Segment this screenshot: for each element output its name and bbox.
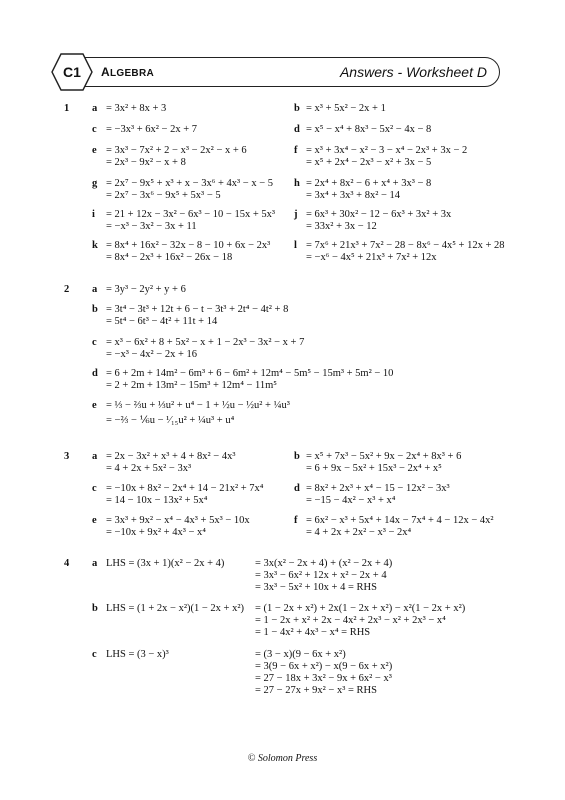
answer-line: = 6x³ + 30x² − 12 − 6x³ + 3x² + 3x: [306, 209, 452, 220]
answer-line: = 21 + 12x − 3x² − 6x³ − 10 − 15x + 5x³: [106, 209, 276, 220]
question-number: 4: [64, 558, 70, 569]
answer-line: = 27 − 27x + 9x² − x³ = RHS: [255, 685, 377, 696]
lhs-expression: LHS = (3x + 1)(x² − 2x + 4): [106, 558, 225, 569]
answer-line: = 3y³ − 2y² + y + 6: [106, 284, 186, 295]
part-label: j: [294, 209, 298, 220]
part-label: b: [294, 451, 300, 462]
answer-line: = 1 − 4x² + 4x³ − x⁴ = RHS: [255, 627, 371, 638]
answer-line: = 4 + 2x + 2x² − x³ − 2x⁴: [306, 527, 412, 538]
answer-line: = ⅓ − ⅔u + ⅓u² + u⁴ − 1 + ½u − ½u² + ¼u³: [106, 400, 290, 411]
answer-line: = x³ + 5x² − 2x + 1: [306, 103, 386, 114]
topic-title: ALGEBRA: [101, 65, 154, 79]
answer-line: = 3x³ + 9x² − x⁴ − 4x³ + 5x³ − 10x: [106, 515, 250, 526]
question-number: 3: [64, 451, 70, 462]
part-label: e: [92, 145, 97, 156]
answer-line: = 3x² + 8x + 3: [106, 103, 167, 114]
answer-line: = 2x⁴ + 8x² − 6 + x⁴ + 3x³ − 8: [306, 178, 432, 189]
answer-line: = x⁵ − x⁴ + 8x³ − 5x² − 4x − 8: [306, 124, 432, 135]
part-label: b: [294, 103, 300, 114]
part-label: c: [92, 124, 97, 135]
answer-line: = 3x³ − 6x² + 12x + x² − 2x + 4: [255, 570, 387, 581]
lhs-expression: LHS = (1 + 2x − x²)(1 − 2x + x²): [106, 603, 244, 614]
sheet-title: Answers - Worksheet D: [339, 64, 487, 80]
part-label: l: [294, 240, 297, 251]
part-label: c: [92, 337, 97, 348]
part-label: h: [294, 178, 300, 189]
answer-line: = −3x³ + 6x² − 2x + 7: [106, 124, 198, 135]
answer-line: = 4 + 2x + 5x² − 3x³: [106, 463, 192, 474]
answer-line: = −10x + 9x² + 4x³ − x⁴: [106, 527, 206, 538]
part-label: d: [92, 368, 98, 379]
answer-line: = 2x⁷ − 3x⁶ − 9x⁵ + 5x³ − 5: [106, 190, 221, 201]
answer-line: = 8x⁴ + 16x² − 32x − 8 − 10 + 6x − 2x³: [106, 240, 271, 251]
part-label: e: [92, 515, 97, 526]
question-number: 1: [64, 103, 70, 114]
answer-line: = 6x² − x³ + 5x⁴ + 14x − 7x⁴ + 4 − 12x − 4x²: [306, 515, 494, 526]
answer-line: = −x³ − 4x² − 2x + 16: [106, 349, 198, 360]
part-label: k: [92, 240, 98, 251]
answer-line: = 8x⁴ − 2x³ + 16x² − 26x − 18: [106, 252, 233, 263]
answer-line: = 2x⁷ − 9x⁵ + x³ + x − 3x⁶ + 4x³ − x − 5: [106, 178, 274, 189]
answer-line: = 8x² + 2x³ + x⁴ − 15 − 12x² − 3x³: [306, 483, 450, 494]
part-label: d: [294, 124, 300, 135]
part-label: f: [294, 515, 298, 526]
answer-line: = 1 − 2x + x² + 2x − 4x² + 2x³ − x² + 2x³ − x⁴: [255, 615, 446, 626]
answer-line: = 27 − 18x + 3x² − 9x + 6x² − x³: [255, 673, 392, 684]
answer-line: = 14 − 10x − 13x² + 5x⁴: [106, 495, 208, 506]
question-number: 2: [64, 284, 70, 295]
answer-line: = −10x + 8x² − 2x⁴ + 14 − 21x² + 7x⁴: [106, 483, 264, 494]
answer-line: = 3x⁴ + 3x³ + 8x² − 14: [306, 190, 401, 201]
answer-line: = 3x³ − 7x² + 2 − x³ − 2x² − x + 6: [106, 145, 247, 156]
part-label: b: [92, 304, 98, 315]
answer-line: = 3(9 − 6x + x²) − x(9 − 6x + x²): [255, 661, 393, 672]
answer-line: = 7x⁶ + 21x³ + 7x² − 28 − 8x⁶ − 4x⁵ + 12x + 28: [306, 240, 505, 251]
answer-line: = −⅔ − ⅙u − ¹⁄₁₅u² + ¼u³ + u⁴: [106, 415, 235, 426]
answer-line: = x⁵ + 7x³ − 5x² + 9x − 2x⁴ + 8x³ + 6: [306, 451, 462, 462]
answer-line: = 3x(x² − 2x + 4) + (x² − 2x + 4): [255, 558, 393, 569]
part-label: c: [92, 649, 97, 660]
part-label: d: [294, 483, 300, 494]
part-label: c: [92, 483, 97, 494]
lhs-expression: LHS = (3 − x)³: [106, 649, 169, 660]
part-label: f: [294, 145, 298, 156]
answer-line: = 2x − 3x² + x³ + 4 + 8x² − 4x³: [106, 451, 236, 462]
answer-line: = 3x³ − 5x² + 10x + 4 = RHS: [255, 582, 377, 593]
answer-line: = −15 − 4x² − x³ + x⁴: [306, 495, 396, 506]
course-badge: C1: [63, 64, 81, 80]
part-label: a: [92, 103, 98, 114]
part-label: a: [92, 451, 98, 462]
part-label: a: [92, 284, 98, 295]
answer-line: = x³ + 3x⁴ − x² − 3 − x⁴ − 2x³ + 3x − 2: [306, 145, 468, 156]
part-label: b: [92, 603, 98, 614]
answer-line: = x³ − 6x² + 8 + 5x² − x + 1 − 2x³ − 3x² − x + 7: [106, 337, 305, 348]
answer-line: = (3 − x)(9 − 6x + x²): [255, 649, 346, 660]
answer-line: = 2x³ − 9x² − x + 8: [106, 157, 186, 168]
answer-line: = 33x² + 3x − 12: [306, 221, 377, 232]
answer-line: = 3t⁴ − 3t³ + 12t + 6 − t − 3t³ + 2t⁴ − 4t² + 8: [106, 304, 289, 315]
answer-line: = (1 − 2x + x²) + 2x(1 − 2x + x²) − x²(1 − 2x + x²): [255, 603, 466, 614]
answer-line: = −x³ − 3x² − 3x + 11: [106, 221, 197, 232]
answer-line: = −x⁶ − 4x⁵ + 21x³ + 7x² + 12x: [306, 252, 437, 263]
answer-line: = 5t⁴ − 6t³ − 4t² + 11t + 14: [106, 316, 218, 327]
part-label: i: [92, 209, 95, 220]
answer-line: = 6 + 2m + 14m² − 6m³ + 6 − 6m² + 12m⁴ − 5m⁵ − 15m³ + 5m² − 10: [106, 368, 394, 379]
part-label: e: [92, 400, 97, 411]
part-label: g: [92, 178, 98, 189]
answer-line: = 2 + 2m + 13m² − 15m³ + 12m⁴ − 11m⁵: [106, 380, 277, 391]
answer-line: = 6 + 9x − 5x² + 15x³ − 2x⁴ + x⁵: [306, 463, 442, 474]
answer-line: = x⁵ + 2x⁴ − 2x³ − x² + 3x − 5: [306, 157, 432, 168]
part-label: a: [92, 558, 98, 569]
footer-copyright: © Solomon Press: [247, 753, 318, 764]
